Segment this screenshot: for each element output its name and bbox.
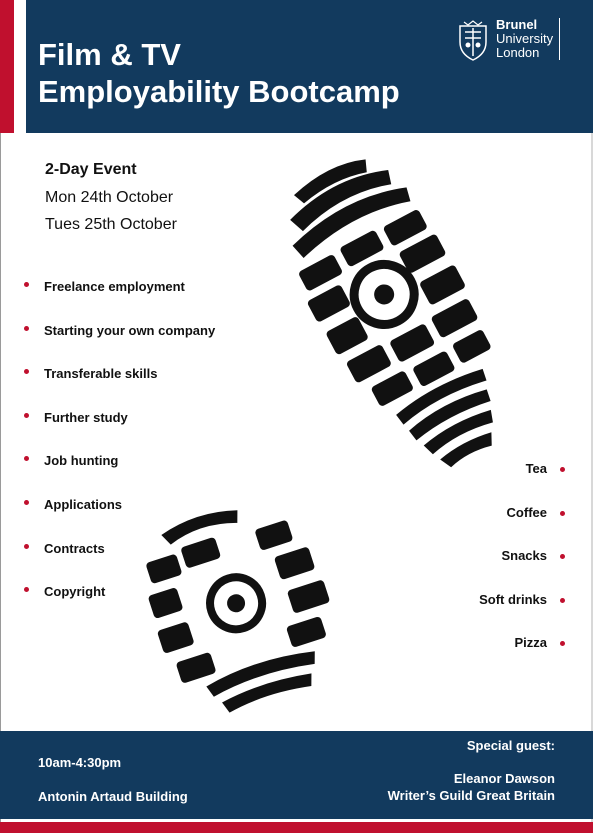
bullet-icon	[24, 413, 29, 418]
header-banner	[26, 0, 593, 133]
logo-line-2: University	[496, 31, 554, 46]
bullet-icon	[24, 456, 29, 461]
university-logo	[456, 18, 571, 62]
guest-name: Eleanor Dawson	[453, 771, 555, 786]
bullet-icon	[24, 500, 29, 505]
bullet-icon	[24, 587, 29, 592]
event-time: 10am-4:30pm	[38, 755, 122, 770]
logo-wordmark	[496, 18, 560, 60]
event-venue: Antonin Artaud Building	[38, 789, 188, 804]
topic-label: Applications	[44, 496, 123, 512]
footer-banner	[0, 731, 593, 819]
list-item	[24, 366, 215, 410]
bullet-icon	[560, 467, 565, 472]
bullet-icon	[24, 544, 29, 549]
topic-label: Freelance employment	[44, 279, 185, 294]
title-line-2: Employability Bootcamp	[38, 74, 400, 109]
list-item	[24, 453, 215, 497]
list-item	[479, 592, 565, 636]
list-item	[479, 548, 565, 592]
event-date-2: Tues 25th October	[45, 216, 177, 233]
event-title: 2-Day Event	[45, 161, 137, 178]
bullet-icon	[560, 641, 565, 646]
bootprint-large-icon	[270, 140, 530, 500]
list-item	[479, 505, 565, 549]
bullet-icon	[24, 326, 29, 331]
bootprint-small-icon	[130, 500, 355, 730]
logo-line-1: Brunel	[496, 17, 538, 32]
list-item	[24, 323, 215, 367]
bullet-icon	[560, 598, 565, 603]
list-item	[479, 635, 565, 679]
guest-organization: Writer’s Guild Great Britain	[387, 788, 555, 803]
topic-label: Copyright	[44, 584, 106, 600]
page-title	[38, 36, 400, 110]
title-line-1: Film & TV	[38, 37, 181, 72]
logo-line-3: London	[496, 45, 540, 60]
topic-label: Transferable skills	[44, 366, 158, 382]
special-guest-label: Special guest:	[466, 738, 555, 753]
refreshment-label: Coffee	[506, 504, 547, 520]
list-item	[24, 410, 215, 454]
bullet-icon	[24, 282, 29, 287]
refreshment-label: Soft drinks	[479, 591, 547, 607]
left-border-rule	[0, 133, 1, 833]
refreshment-label: Snacks	[501, 548, 547, 564]
list-item	[24, 279, 215, 323]
red-footer-stripe	[0, 822, 593, 833]
red-accent-stripe	[0, 0, 14, 133]
event-date-1: Mon 24th October	[45, 189, 174, 206]
event-info	[45, 161, 177, 243]
bullet-icon	[24, 369, 29, 374]
bullet-icon	[560, 511, 565, 516]
topic-label: Starting your own company	[44, 322, 216, 338]
topic-label: Contracts	[44, 540, 105, 556]
refreshment-label: Pizza	[514, 635, 547, 651]
topic-label: Further study	[44, 409, 128, 425]
crest-icon	[456, 18, 490, 62]
refreshment-label: Tea	[525, 461, 547, 476]
topic-label: Job hunting	[44, 453, 119, 469]
bullet-icon	[560, 554, 565, 559]
